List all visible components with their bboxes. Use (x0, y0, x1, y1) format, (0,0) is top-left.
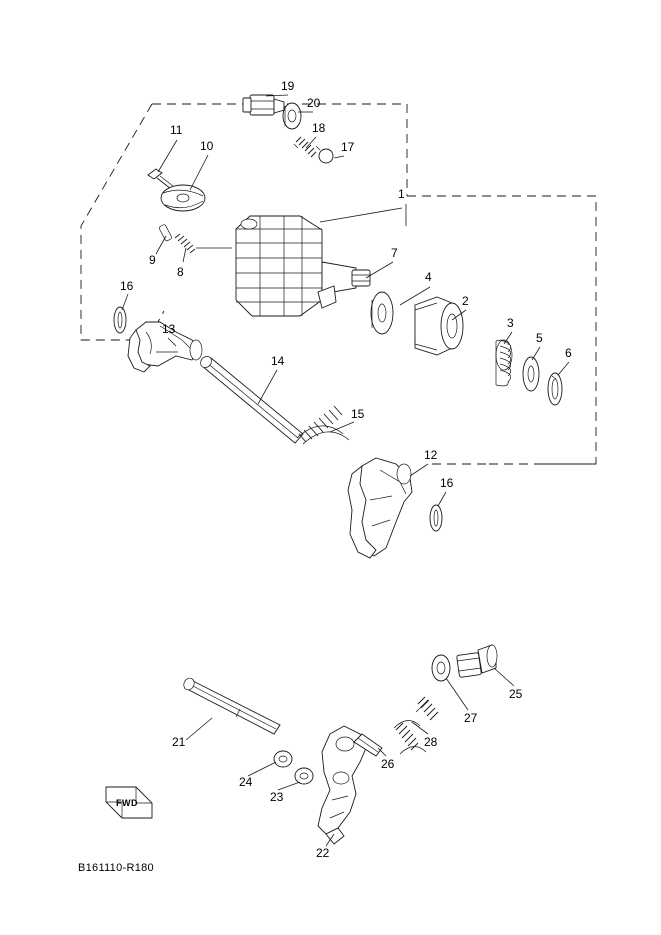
callout-19: 19 (281, 79, 295, 93)
part-3-coil-spring (496, 340, 512, 386)
part-5-washer (523, 357, 539, 391)
part-6-circlip (548, 373, 562, 405)
part-16-circlip-left (114, 307, 126, 333)
callout-28: 28 (424, 735, 438, 749)
part-24-washer (274, 751, 292, 767)
callout-7: 7 (391, 246, 398, 260)
callout-20: 20 (307, 96, 321, 110)
callout-12: 12 (424, 448, 438, 462)
callout-24: 24 (239, 775, 253, 789)
callout-8: 8 (177, 265, 184, 279)
callout-18: 18 (312, 121, 326, 135)
callout-15: 15 (351, 407, 365, 421)
part-8-spring (175, 234, 232, 253)
callout-10: 10 (200, 139, 214, 153)
callout-16-left: 16 (120, 279, 134, 293)
part-17-ball (319, 149, 333, 163)
callout-21: 21 (172, 735, 186, 749)
part-20-washer (283, 103, 301, 129)
callout-16-right: 16 (440, 476, 454, 490)
part-21-shift-shaft (182, 676, 280, 734)
callout-3: 3 (507, 316, 514, 330)
part-10-cam-plate (161, 185, 205, 211)
part-2-bearing-holder (415, 297, 463, 355)
callout-22: 22 (316, 846, 330, 860)
callout-2: 2 (462, 294, 469, 308)
part-25-bolt (457, 645, 497, 677)
part-15-spring (297, 406, 349, 444)
part-9-pin (159, 224, 173, 241)
part-23-washer (295, 768, 313, 784)
callout-14: 14 (271, 354, 285, 368)
fwd-label: FWD (116, 798, 138, 808)
diagram-part-code: B161110-R180 (78, 862, 154, 874)
callout-6: 6 (565, 346, 572, 360)
part-12-shift-fork-right (348, 458, 412, 558)
callout-9: 9 (149, 253, 156, 267)
callout-17: 17 (341, 140, 355, 154)
part-4-washer (371, 292, 393, 334)
part-27-washer (432, 655, 450, 681)
part-19-bolt (243, 95, 284, 115)
callout-1: 1 (398, 187, 405, 201)
callout-25: 25 (509, 687, 523, 701)
part-14-guide-bar (198, 354, 303, 443)
callout-13: 13 (162, 322, 176, 336)
callout-5: 5 (536, 331, 543, 345)
callout-4: 4 (425, 270, 432, 284)
part-1-shift-drum (236, 216, 370, 316)
callout-11: 11 (170, 123, 183, 137)
part-16-circlip-right (430, 505, 442, 531)
callout-23: 23 (270, 790, 284, 804)
callout-27: 27 (464, 711, 478, 725)
callout-26: 26 (381, 757, 395, 771)
